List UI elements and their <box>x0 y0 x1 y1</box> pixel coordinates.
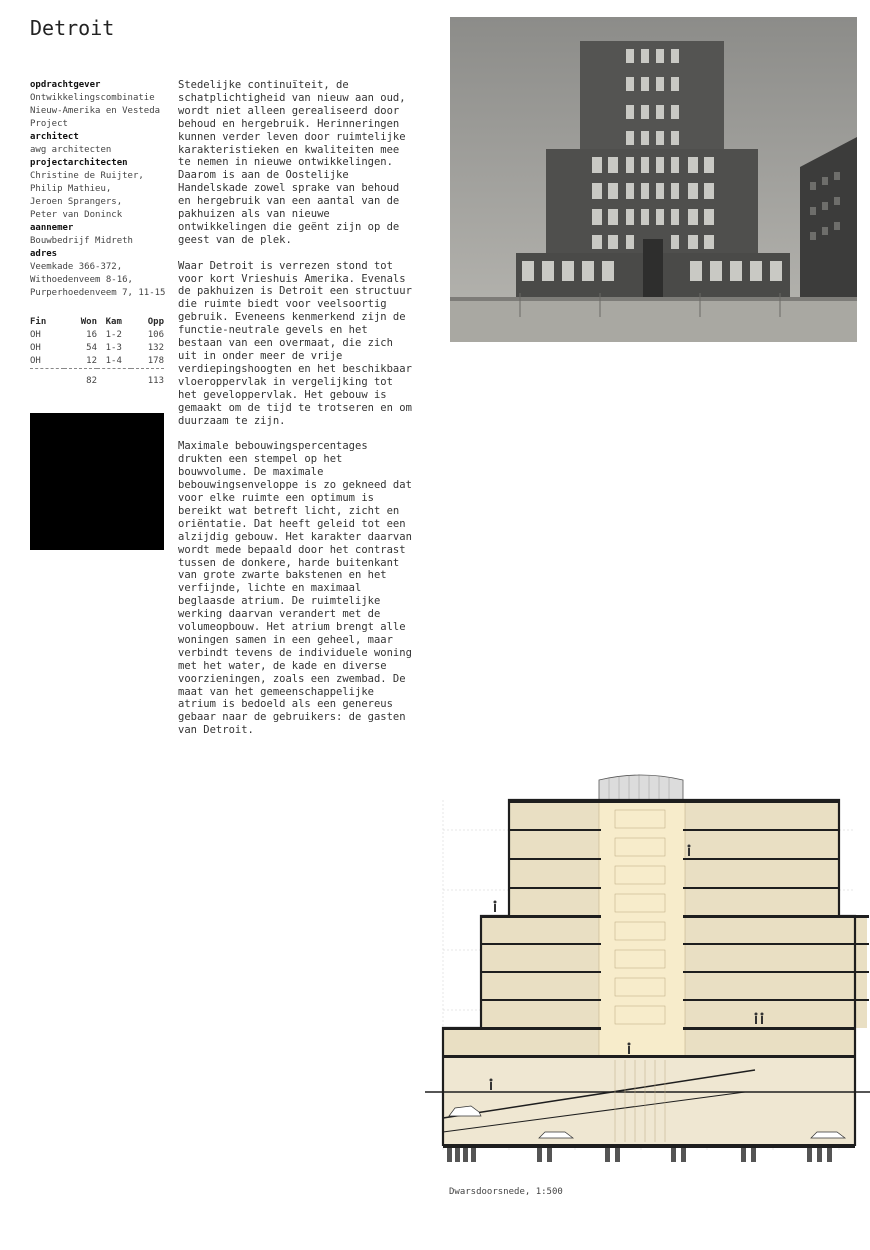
table-row <box>30 355 164 369</box>
table-cell: 1-3 <box>105 343 122 353</box>
table-cell: 82 <box>86 376 97 386</box>
article-text <box>178 79 418 750</box>
table-cell: OH <box>30 343 41 353</box>
table-header: Fin <box>30 317 47 327</box>
table-cell: 113 <box>147 376 164 386</box>
table-header: Opp <box>147 317 164 327</box>
table-cell: 1-2 <box>105 330 122 340</box>
credit-label: projectarchitecten <box>30 158 128 168</box>
building-photo <box>450 17 857 342</box>
credit-project-architects <box>30 157 170 222</box>
credit-address <box>30 248 170 300</box>
credit-value: Bouwbedrijf Midreth <box>30 236 133 246</box>
cross-section-drawing <box>425 770 870 1170</box>
table-totals-row <box>30 375 164 388</box>
credit-value: Christine de Ruijter, Philip Mathieu, Jeroen Sprangers, Peter van Doninck <box>30 171 144 220</box>
table-cell: OH <box>30 330 41 340</box>
table-row <box>30 342 164 355</box>
table-header-row <box>30 316 164 329</box>
table-header: Kam <box>105 317 122 327</box>
credit-value: Ontwikkelingscombinatie Nieuw-Amerika en Vesteda Project <box>30 93 161 129</box>
credit-label: adres <box>30 249 58 259</box>
credit-value: awg architecten <box>30 145 112 155</box>
table-row <box>30 329 164 342</box>
table-header: Won <box>80 317 97 327</box>
table-cell: 106 <box>147 330 164 340</box>
table-cell: 54 <box>86 343 97 353</box>
table-cell: 16 <box>86 330 97 340</box>
paragraph: Waar Detroit is verrezen stond tot voor kort Vrieshuis Amerika. Evenals de pakhuizen is Detroit een structuur die ruimte biedt voor veelsoortig gebruik. Eveneens kenmerkend zijn de functie-neutrale gevels en het bestaan van een overmaat, die zich uit in onder meer de vrije verdiepingshoogten en het beschikbaar vloeroppervlak in vergelijking tot het geveloppervlak. Het gebouw is gemaakt om de tijd te trotseren en om duurzaam te zijn. <box>178 259 412 427</box>
credit-value: Veemkade 366-372, Withoedenveem 8-16, Purperhoedenveem 7, 11-15 <box>30 262 166 298</box>
table-cell: OH <box>30 356 41 366</box>
paragraph: Stedelijke continuïteit, de schatplichtigheid van nieuw aan oud, wordt niet alleen gerealiseerd door behoud en hergebruik. Herinneringen kunnen verder leven door ruimtelijke karakteristieken en kwaliteiten mee te nemen in nieuwe ontwikkelingen. Daarom is aan de Oostelijke Handelskade zowel sprake van behoud en hergebruik van een aantal van de pakhuizen als van nieuwe ontwikkelingen die geënt zijn op de geest van de plek. <box>178 79 406 246</box>
project-credits <box>30 79 170 300</box>
credit-label: aannemer <box>30 223 74 233</box>
credit-architect <box>30 131 170 157</box>
page-title: Detroit <box>30 16 115 40</box>
table-cell <box>97 375 131 388</box>
credit-label: opdrachtgever <box>30 80 101 90</box>
table-cell: 178 <box>147 356 164 366</box>
credit-client <box>30 79 170 131</box>
table-cell: 1-4 <box>105 356 122 366</box>
paragraph: Maximale bebouwingspercentages drukten een stempel op het bouwvolume. De maximale bebouwingsenveloppe is zo gekneed dat voor elke ruimte een optimum is bereikt wat betreft licht, zicht en oriëntatie. Dat heeft geleid tot een alzijdig gebouw. Het karakter daarvan wordt mede bepaald door het contrast tussen de donkere, harde buitenkant van grote zwarte bakstenen en het verfijnde, lichte en maximaal beglaasde atrium. De ruimtelijke werking daarvan verandert met de volumeopbouw. Het atrium brengt alle woningen samen in een geheel, maar verbindt tevens de individuele woning met het water, de kade en diverse voorzieningen, zoals een zwembad. De maat van het gemeenschappelijke atrium is bedoeld als een genereus gebaar naar de gebruikers: de gasten van Detroit. <box>178 440 412 737</box>
credit-contractor <box>30 222 170 248</box>
drawing-caption: Dwarsdoorsnede, 1:500 <box>449 1187 563 1197</box>
dwelling-table <box>30 316 164 388</box>
credit-label: architect <box>30 132 79 142</box>
table-cell: 12 <box>86 356 97 366</box>
table-cell: 132 <box>147 343 164 353</box>
table-cell <box>30 375 64 388</box>
black-image-placeholder <box>30 413 164 550</box>
